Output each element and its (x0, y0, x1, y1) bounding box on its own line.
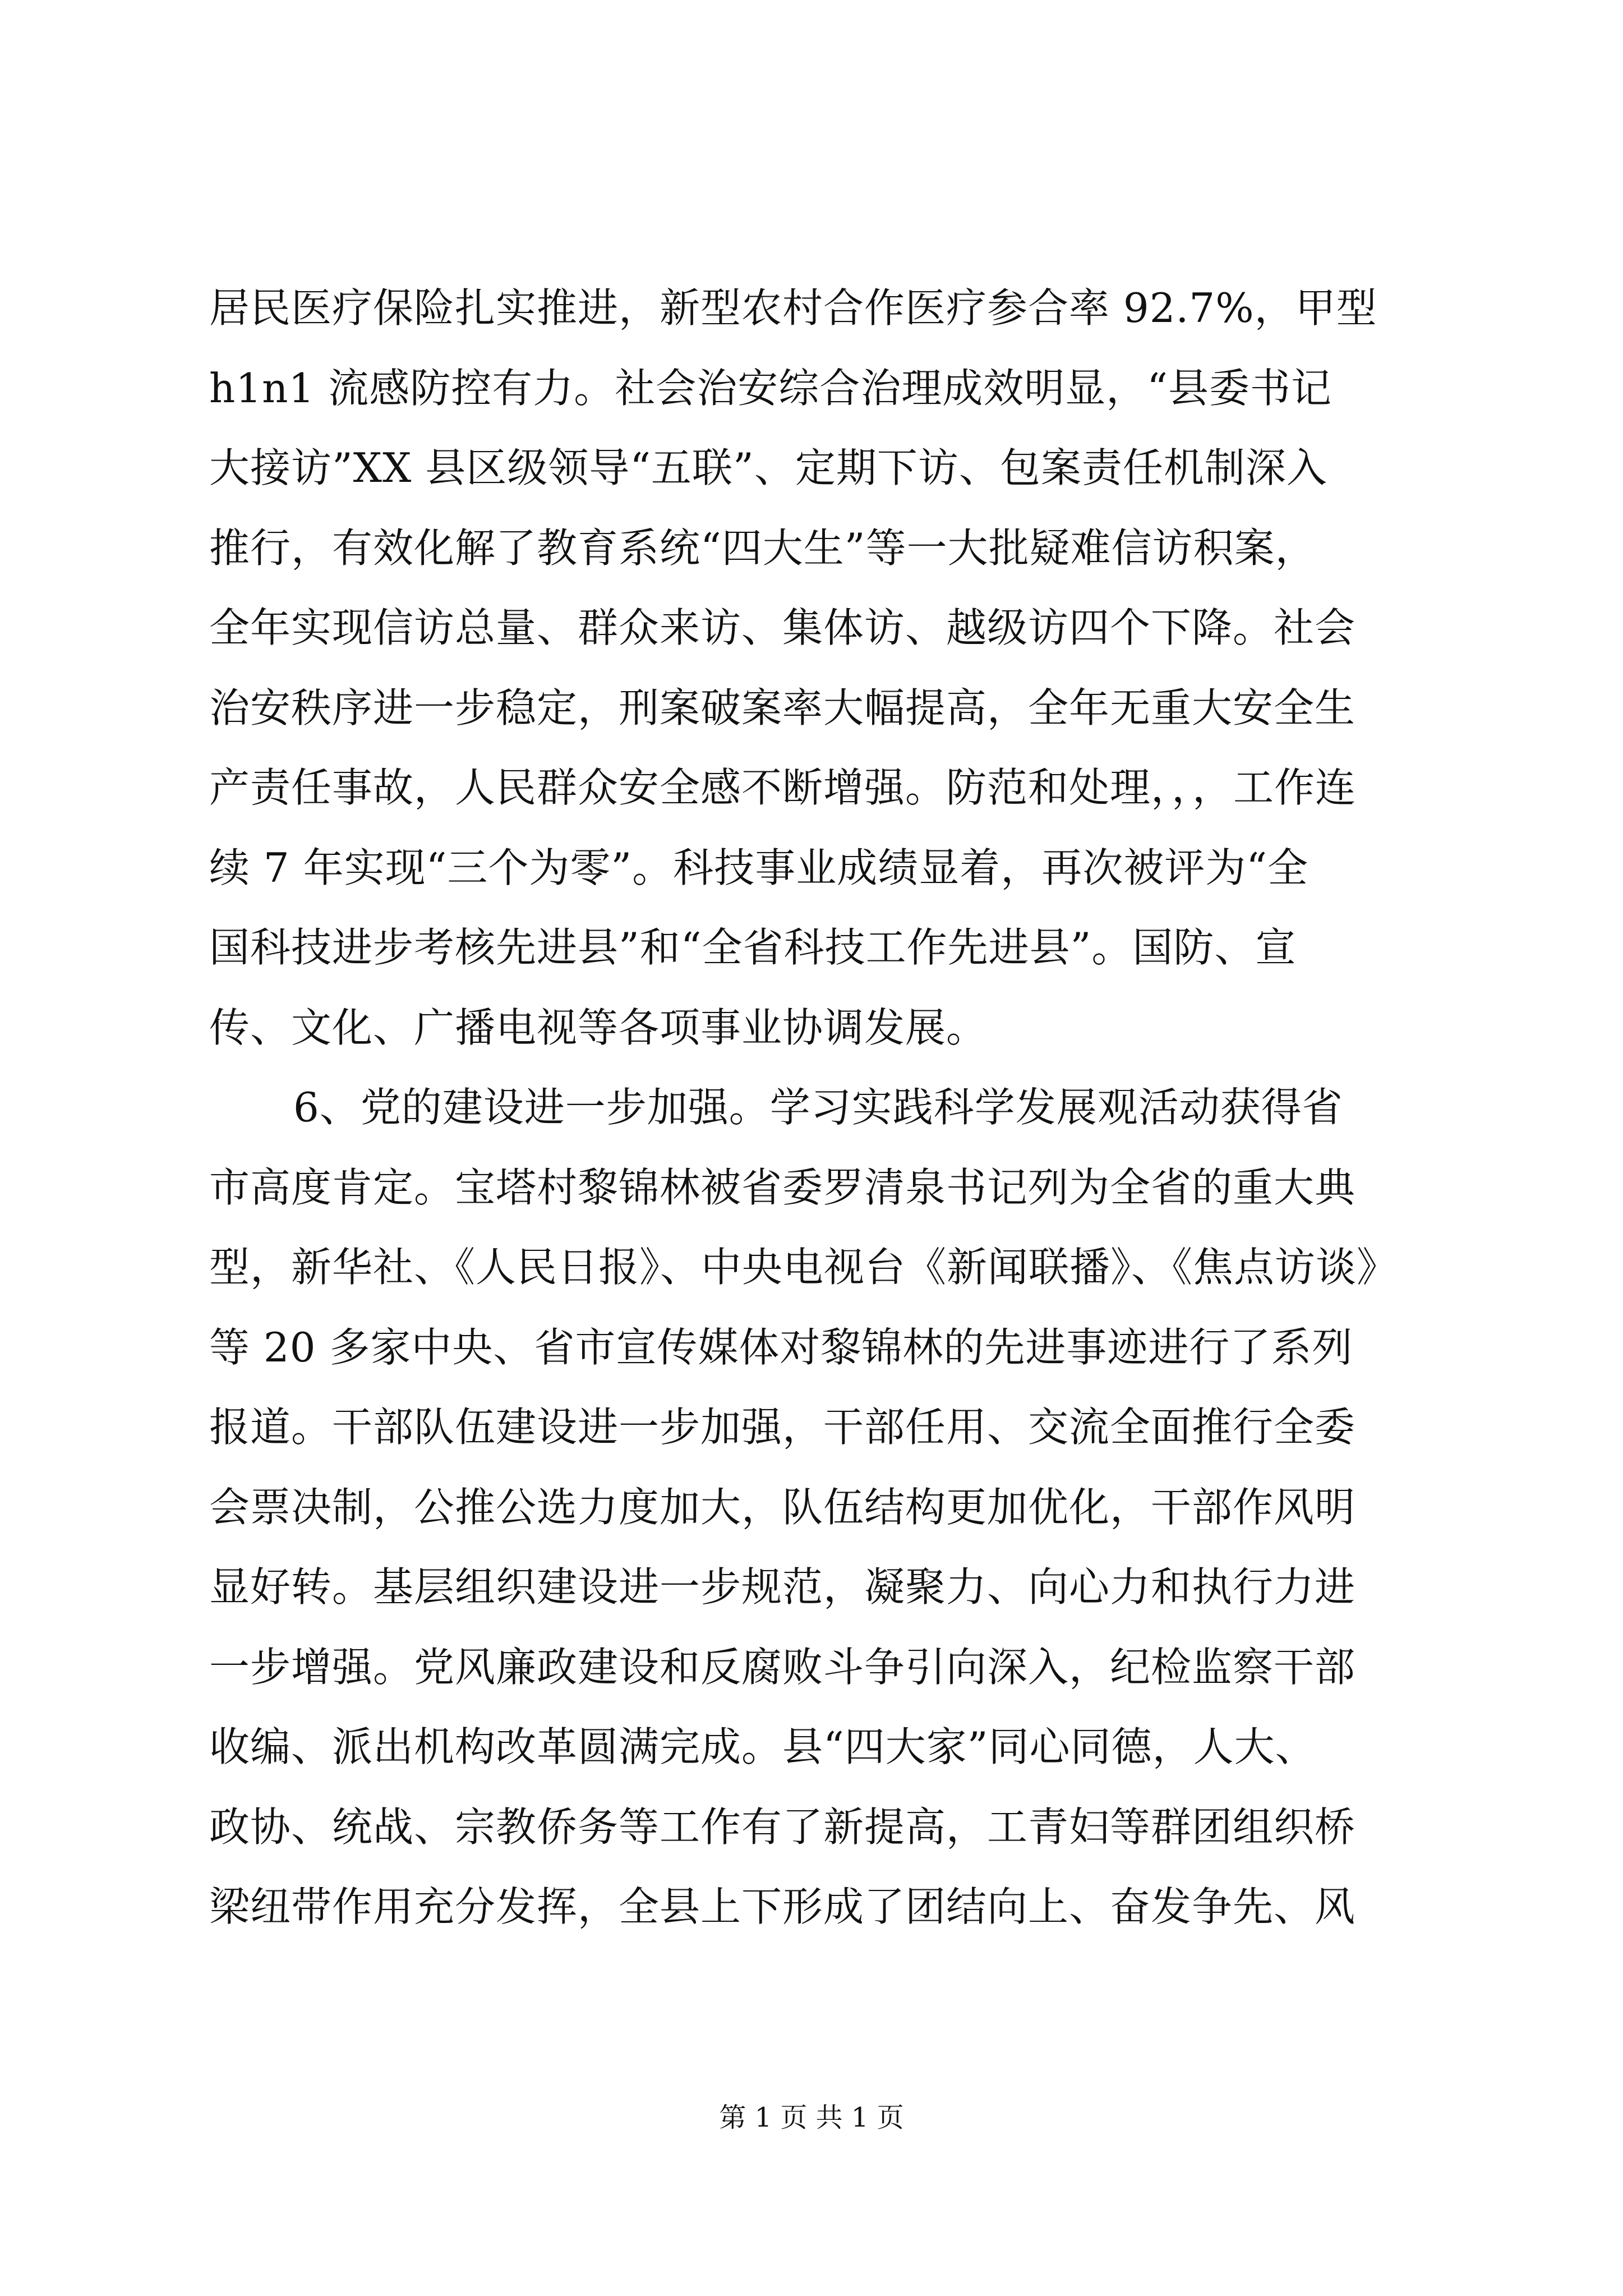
text-line: 会票决制，公推公选力度加大，队伍结构更加优化，干部作风明 (209, 1483, 1356, 1531)
text-line: 居民医疗保险扎实推进，新型农村合作医疗参合率 92.7%，甲型 (209, 284, 1377, 332)
text-line: 治安秩序进一步稳定，刑案破案率大幅提高，全年无重大安全生 (209, 684, 1356, 731)
text-line: 显好转。基层组织建设进一步规范，凝聚力、向心力和执行力进 (209, 1563, 1356, 1611)
page-footer (0, 2101, 1623, 2134)
text-line: 传、文化、广播电视等各项事业协调发展。 (209, 1004, 988, 1051)
text-line: 市高度肯定。宝塔村黎锦林被省委罗清泉书记列为全省的重大典 (209, 1163, 1356, 1211)
text-line: 国科技进步考核先进县”和“全省科技工作先进县”。国防、宣 (209, 924, 1297, 971)
text-line: 续 7 年实现“三个为零”。科技事业成绩显着，再次被评为“全 (209, 844, 1309, 891)
text-line: 政协、统战、宗教侨务等工作有了新提高，工青妇等群团组织桥 (209, 1803, 1356, 1851)
body-text (209, 268, 1421, 1947)
page-number: 第 1 页 共 1 页 (719, 2102, 904, 2133)
text-line: 等 20 多家中央、省市宣传媒体对黎锦林的先进事迹进行了系列 (209, 1323, 1353, 1371)
text-line: 报道。干部队伍建设进一步加强，干部任用、交流全面推行全委 (209, 1404, 1356, 1451)
text-line: 梁纽带作用充分发挥，全县上下形成了团结向上、奋发争先、风 (209, 1883, 1356, 1930)
text-line: 推行，有效化解了教育系统“四大生”等一大批疑难信访积案， (209, 524, 1316, 572)
text-line: 大接访”XX 县区级领导“五联”、定期下访、包案责任机制深入 (209, 444, 1327, 491)
text-line: 收编、派出机构改革圆满完成。县“四大家”同心同德，人大、 (209, 1723, 1316, 1770)
text-line: 一步增强。党风廉政建设和反腐败斗争引向深入，纪检监察干部 (209, 1643, 1356, 1691)
text-line: 全年实现信访总量、群众来访、集体访、越级访四个下降。社会 (209, 604, 1356, 651)
text-line: h1n1 流感防控有力。社会治安综合治理成效明显，“县委书记 (209, 364, 1332, 412)
text-line: 产责任事故，人民群众安全感不断增强。防范和处理，，，工作连 (209, 764, 1357, 811)
text-line: 型，新华社、《人民日报》、中央电视台《新闻联播》、《焦点访谈》 (209, 1244, 1398, 1291)
paragraph-start-line: 6、党的建设进一步加强。学习实践科学发展观活动获得省 (293, 1084, 1343, 1131)
